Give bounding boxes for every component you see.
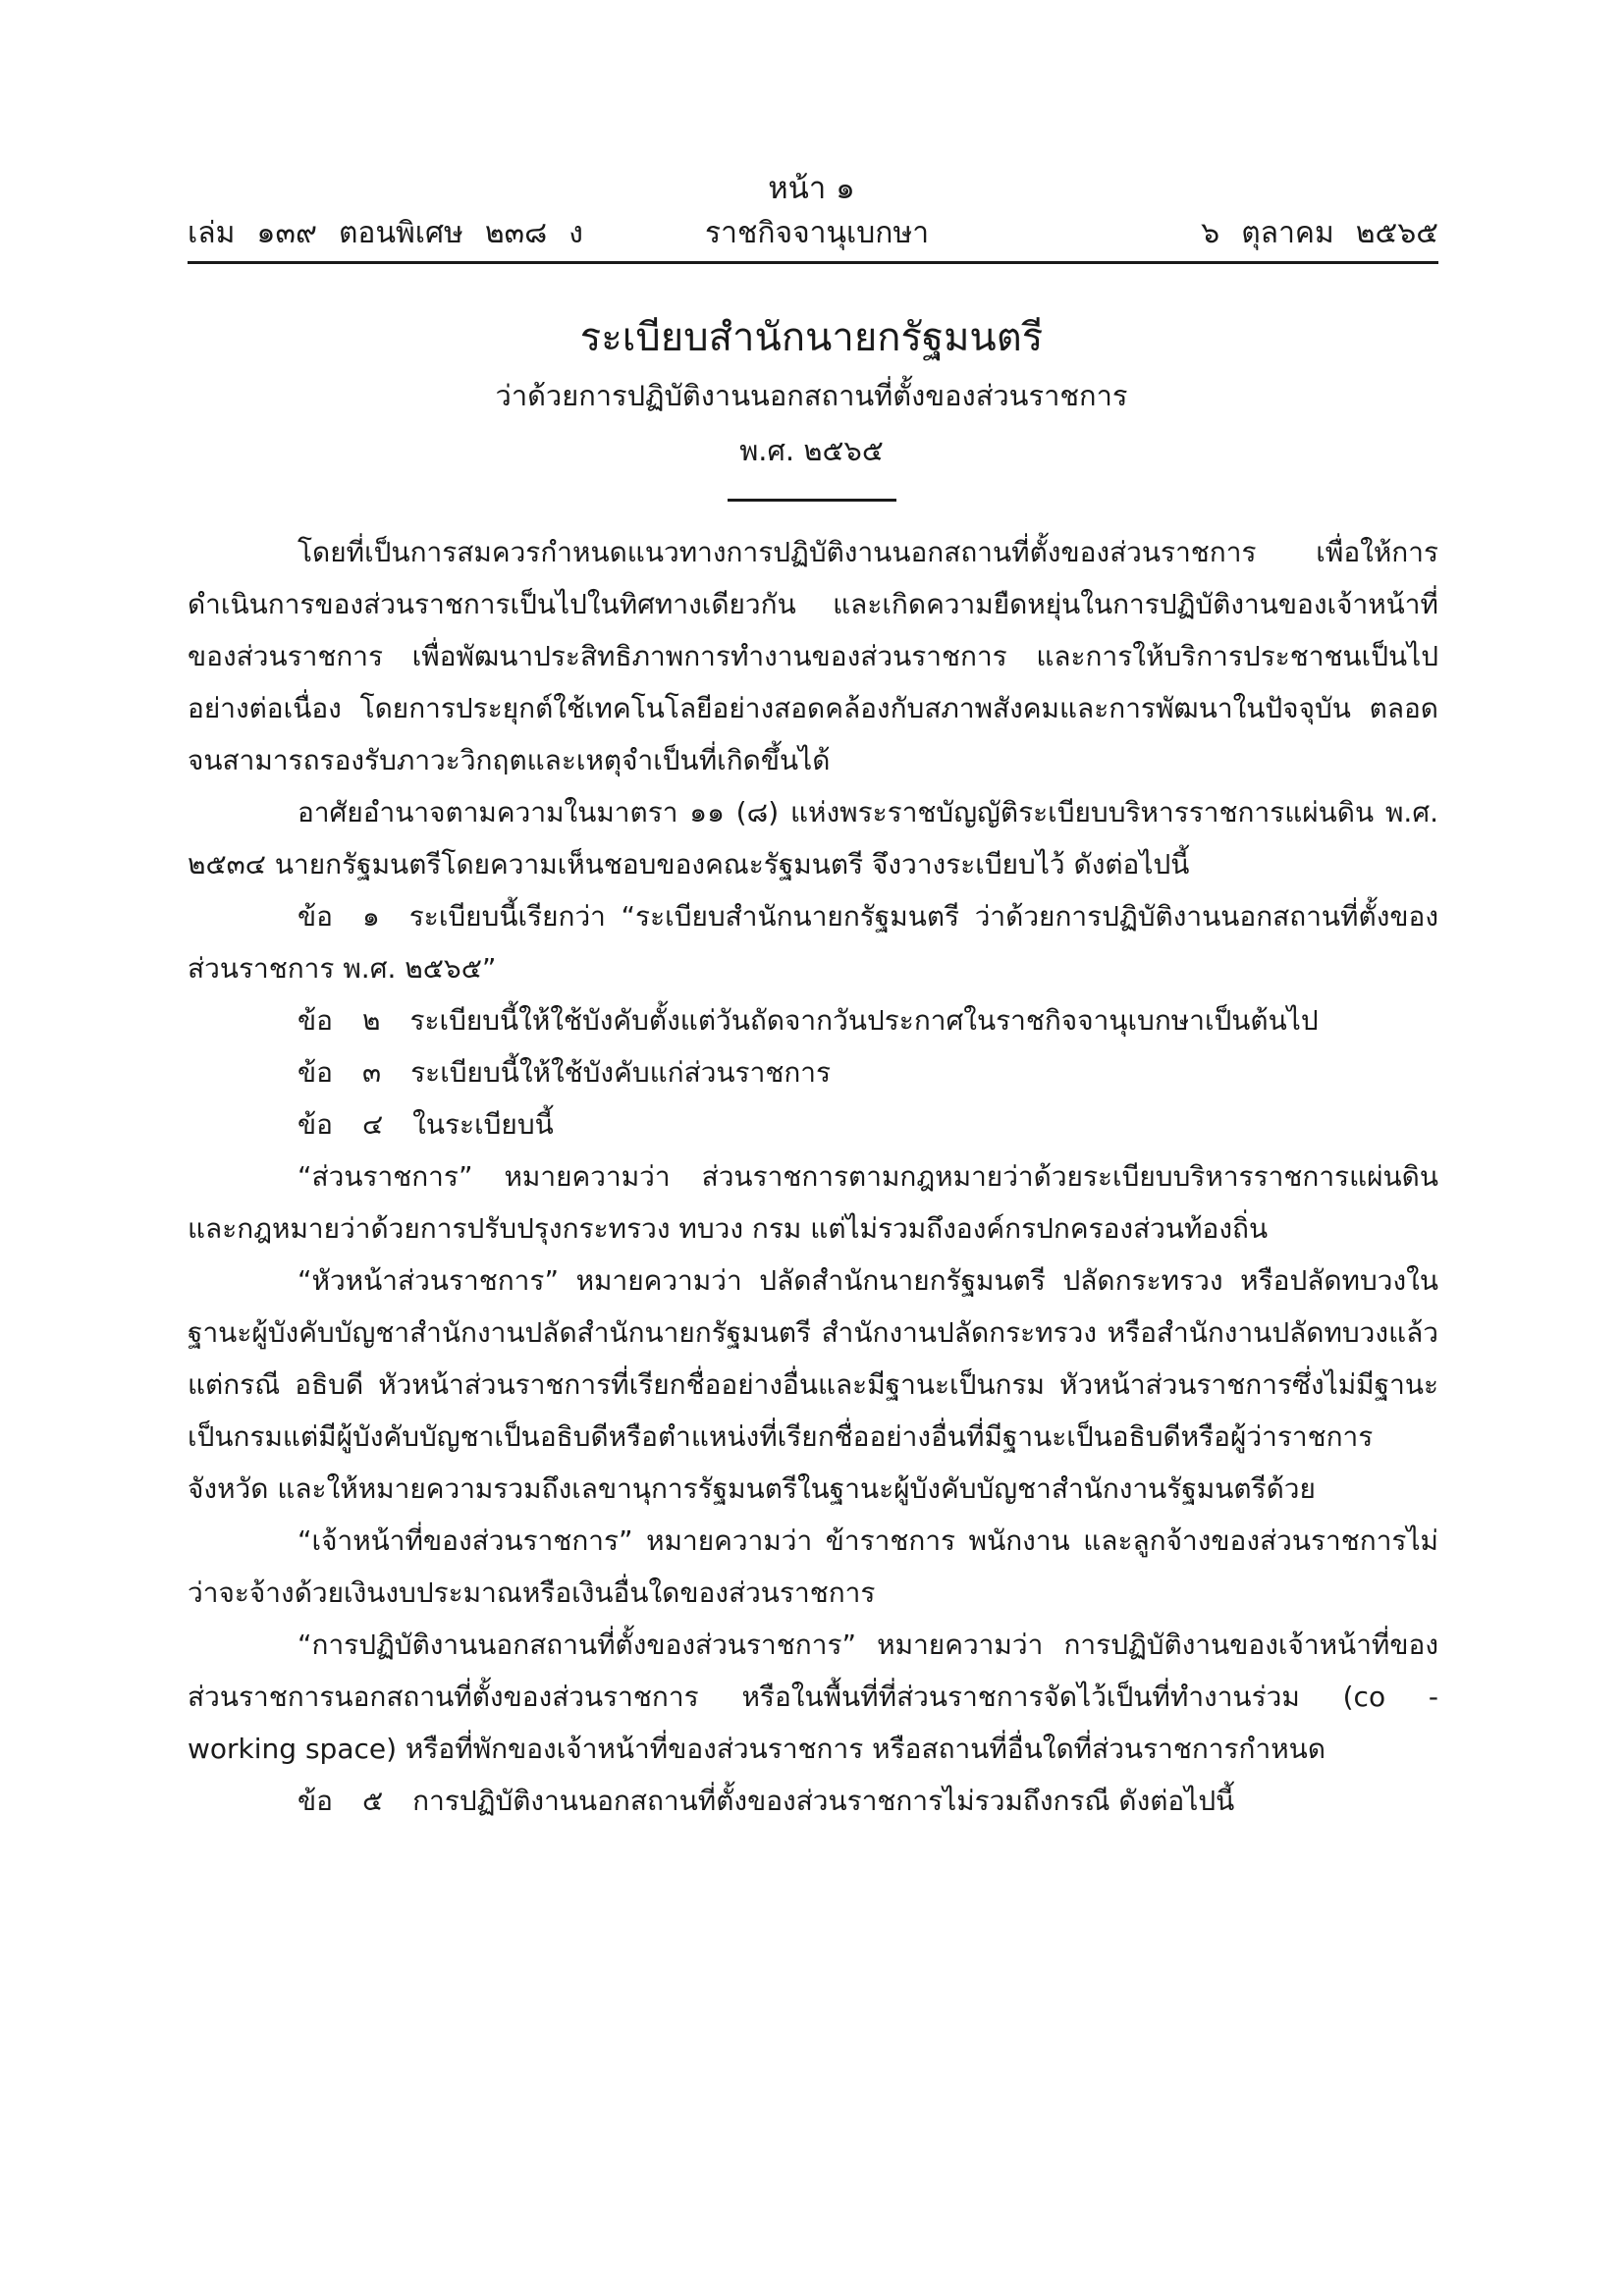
date-year: ๒๕๖๕ [1355, 216, 1438, 250]
issue-section: ง [568, 216, 583, 250]
publication-date [1179, 214, 1438, 253]
header-divider [188, 261, 1438, 264]
title-divider [728, 499, 896, 502]
preamble-paragraph: โดยที่เป็นการสมควรกำหนดแนวทางการปฏิบัติงานนอกสถานที่ตั้งของส่วนราชการ เพื่อให้การดำเนินการของส่วนราชการเป็นไปในทิศทางเดียวกัน และเกิดความยืดหยุ่นในการปฏิบัติงานของเจ้าหน้าที่ของส่วนราชการ เพื่อพัฒนาประสิทธิภาพการทำงานของส่วนราชการ และการให้บริการประชาชนเป็นไปอย่างต่อเนื่อง โดยการประยุกต์ใช้เทคโนโลยีอย่างสอดคล้องกับสภาพสังคมและการพัฒนาในปัจจุบัน ตลอดจนสามารถรองรับภาวะวิกฤตและเหตุจำเป็นที่เกิดขึ้นได้ [188, 536, 1438, 776]
clause-number: ๓ [361, 1056, 382, 1089]
volume-number: ๑๓๙ [256, 216, 317, 250]
clause-number: ๑ [361, 900, 380, 933]
issue-info [188, 214, 605, 253]
authority-paragraph: อาศัยอำนาจตามความในมาตรา ๑๑ (๘) แห่งพระราชบัญญัติระเบียบบริหารราชการแผ่นดิน พ.ศ. ๒๕๓๔ นายกรัฐมนตรีโดยความเห็นชอบของคณะรัฐมนตรี จึงวางระเบียบไว้ ดังต่อไปนี้ [188, 796, 1438, 881]
clause-text: ระเบียบนี้เรียกว่า “ระเบียบสำนักนายกรัฐมนตรี ว่าด้วยการปฏิบัติงานนอกสถานที่ตั้งของส่วนราชการ พ.ศ. ๒๕๖๕” [188, 900, 1438, 985]
clause-label: ข้อ [298, 1004, 333, 1037]
clause-4 [188, 1098, 1438, 1150]
clause-label: ข้อ [298, 900, 333, 933]
clause-5 [188, 1775, 1438, 1827]
clause-3 [188, 1046, 1438, 1098]
date-month: ตุลาคม [1241, 216, 1334, 250]
gazette-header [188, 214, 1438, 253]
clause-label: ข้อ [298, 1785, 333, 1817]
page-number: หน้า ๑ [768, 171, 855, 206]
document-year: พ.ศ. ๒๕๖๕ [739, 434, 884, 467]
issue-label: ตอนพิเศษ [338, 216, 463, 250]
clause-number: ๔ [361, 1108, 384, 1141]
definition-agency: “ส่วนราชการ” หมายความว่า ส่วนราชการตามกฎหมายว่าด้วยระเบียบบริหารราชการแผ่นดินและกฎหมายว่าด้วยการปรับปรุงกระทรวง ทบวง กรม แต่ไม่รวมถึงองค์กรปกครองส่วนท้องถิ่น [188, 1160, 1438, 1245]
clause-2 [188, 994, 1438, 1046]
publication-name: ราชกิจจานุเบกษา [705, 216, 930, 250]
clause-label: ข้อ [298, 1108, 333, 1141]
volume-label: เล่ม [188, 216, 236, 250]
clause-text: การปฏิบัติงานนอกสถานที่ตั้งของส่วนราชการไม่รวมถึงกรณี ดังต่อไปนี้ [412, 1785, 1235, 1817]
clause-text: ระเบียบนี้ให้ใช้บังคับแก่ส่วนราชการ [410, 1056, 832, 1089]
clause-label: ข้อ [298, 1056, 333, 1089]
definition-agency-staff: “เจ้าหน้าที่ของส่วนราชการ” หมายความว่า ข้าราชการ พนักงาน และลูกจ้างของส่วนราชการไม่ว่าจะจ้างด้วยเงินงบประมาณหรือเงินอื่นใดของส่วนราชการ [188, 1524, 1438, 1609]
document-title: ระเบียบสำนักนายกรัฐมนตรี [579, 315, 1044, 360]
clause-text: ในระเบียบนี้ [412, 1108, 554, 1141]
definition-agency-head: “หัวหน้าส่วนราชการ” หมายความว่า ปลัดสำนักนายกรัฐมนตรี ปลัดกระทรวง หรือปลัดทบวงในฐานะผู้บังคับบัญชาสำนักงานปลัดสำนักนายกรัฐมนตรี สำนักงานปลัดกระทรวง หรือสำนักงานปลัดทบวงแล้วแต่กรณี อธิบดี หัวหน้าส่วนราชการที่เรียกชื่ออย่างอื่นและมีฐานะเป็นกรม หัวหน้าส่วนราชการซึ่งไม่มีฐานะเป็นกรมแต่มีผู้บังคับบัญชาเป็นอธิบดีหรือตำแหน่งที่เรียกชื่ออย่างอื่นที่มีฐานะเป็นอธิบดีหรือผู้ว่าราชการจังหวัด และให้หมายความรวมถึงเลขานุการรัฐมนตรีในฐานะผู้บังคับบัญชาสำนักงานรัฐมนตรีด้วย [188, 1264, 1438, 1505]
clause-number: ๕ [361, 1785, 384, 1817]
definition-offsite-work: “การปฏิบัติงานนอกสถานที่ตั้งของส่วนราชการ” หมายความว่า การปฏิบัติงานของเจ้าหน้าที่ของส่วนราชการนอกสถานที่ตั้งของส่วนราชการ หรือในพื้นที่ที่ส่วนราชการจัดไว้เป็นที่ทำงานร่วม (co - working space) หรือที่พักของเจ้าหน้าที่ของส่วนราชการ หรือสถานที่อื่นใดที่ส่วนราชการกำหนด [188, 1629, 1438, 1765]
clause-text: ระเบียบนี้ให้ใช้บังคับตั้งแต่วันถัดจากวันประกาศในราชกิจจานุเบกษาเป็นต้นไป [409, 1004, 1319, 1037]
date-day: ๖ [1201, 216, 1220, 250]
document-subtitle: ว่าด้วยการปฏิบัติงานนอกสถานที่ตั้งของส่วนราชการ [495, 379, 1128, 412]
document-body [188, 526, 1438, 1827]
clause-1 [188, 890, 1438, 994]
issue-number: ๒๓๘ [484, 216, 548, 250]
clause-number: ๒ [361, 1004, 381, 1037]
